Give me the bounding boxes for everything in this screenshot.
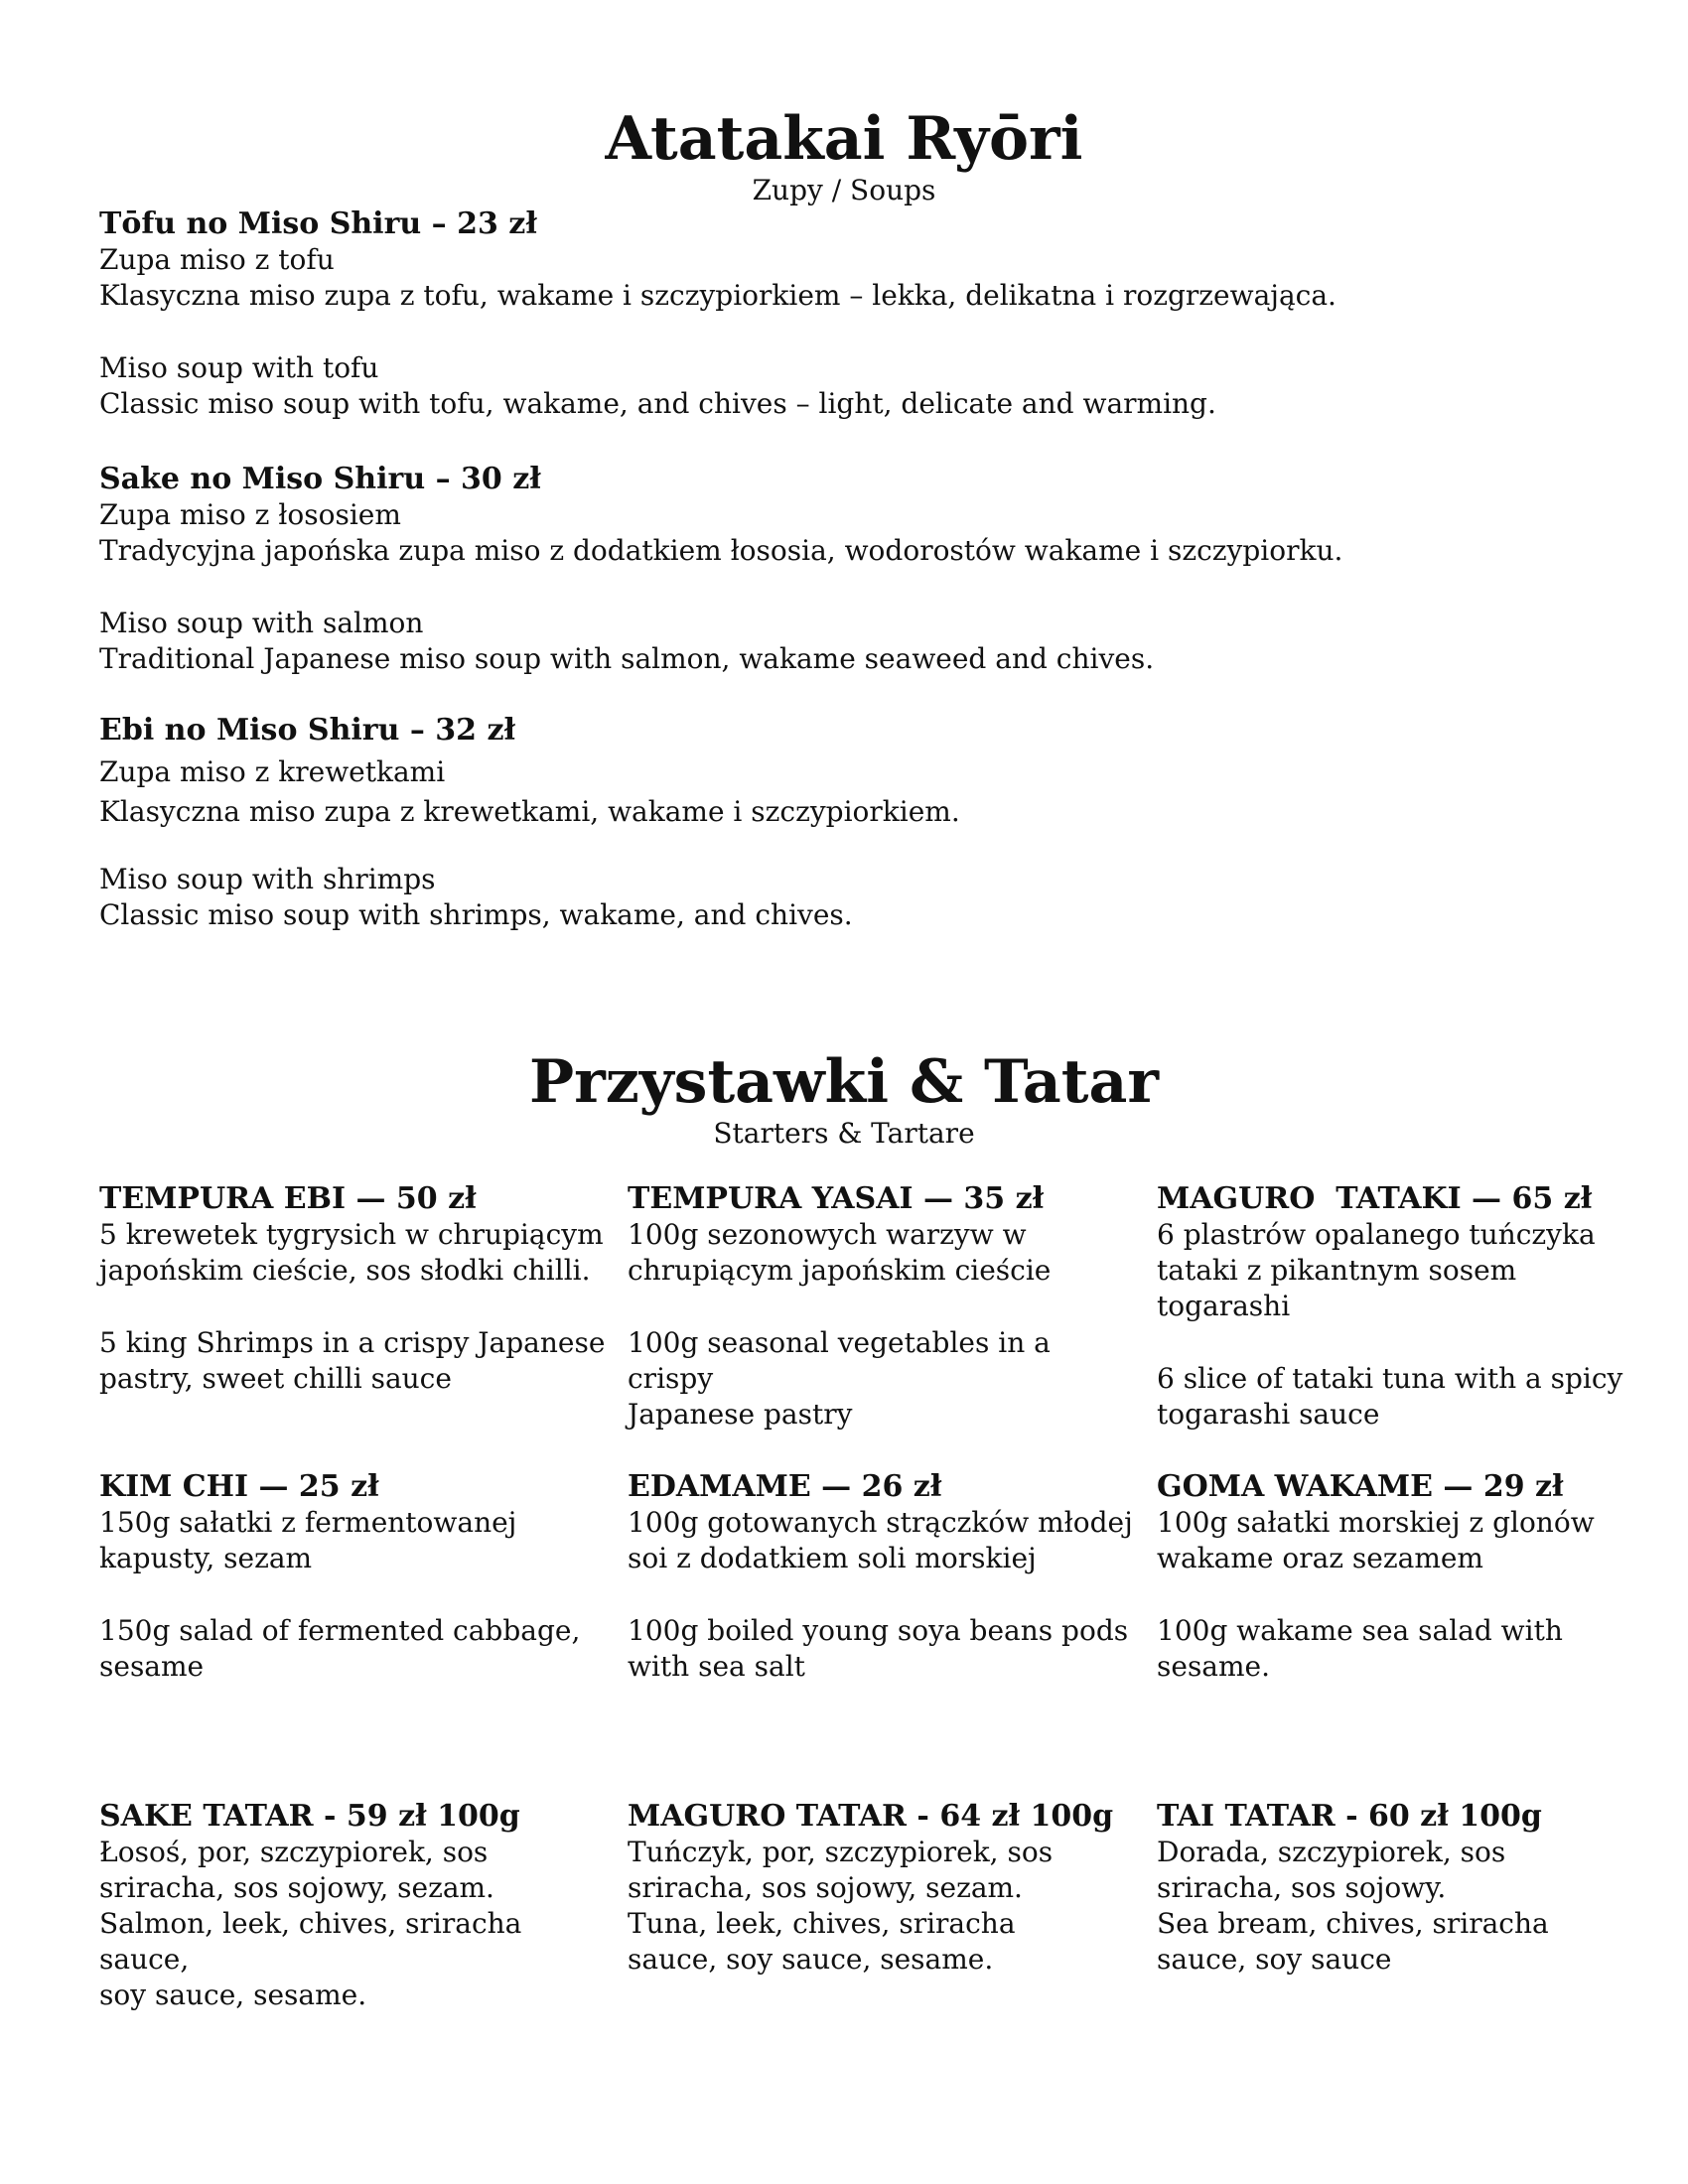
- starter-name: SAKE TATAR - 59 zł 100g: [99, 1799, 520, 1834]
- starter-en-line: pastry, sweet chilli sauce: [99, 1362, 452, 1395]
- soup-en-title: Miso soup with tofu: [99, 351, 379, 384]
- starter-en-line: 150g salad of fermented cabbage,: [99, 1614, 581, 1647]
- soup-item: [99, 462, 1589, 677]
- soup-item: [99, 713, 1589, 933]
- starter-pl-line: japońskim cieście, sos słodki chilli.: [99, 1254, 591, 1287]
- starter-pl-line: 5 krewetek tygrysich w chrupiącym: [99, 1218, 604, 1251]
- soup-pl-title: Zupa miso z tofu: [99, 243, 335, 276]
- starter-item-tempura-yasai: [628, 1181, 1134, 1433]
- soup-en-desc: Traditional Japanese miso soup with salmon, wakame seaweed and chives.: [99, 642, 1155, 675]
- soups-section-subtitle: Zupy / Soups: [752, 174, 936, 206]
- starter-line: Łosoś, por, szczypiorek, sos: [99, 1836, 489, 1868]
- starter-name: MAGURO TATAKI — 65 zł: [1157, 1181, 1593, 1216]
- soup-en-title: Miso soup with shrimps: [99, 863, 436, 895]
- soup-name: Sake no Miso Shiru – 30 zł: [99, 462, 541, 496]
- starter-pl-line: tataki z pikantnym sosem: [1157, 1254, 1517, 1287]
- soup-en-desc: Classic miso soup with tofu, wakame, and chives – light, delicate and warming.: [99, 387, 1216, 420]
- starter-en-line: 5 king Shrimps in a crispy Japanese: [99, 1326, 606, 1359]
- starter-pl-line: 100g sezonowych warzyw w: [628, 1218, 1027, 1251]
- starter-name: EDAMAME — 26 zł: [628, 1469, 942, 1504]
- soup-pl-desc: Tradycyjna japońska zupa miso z dodatkiem łososia, wodorostów wakame i szczypiorku.: [99, 534, 1343, 567]
- starter-item-maguro-tatar: [628, 1799, 1134, 1978]
- starter-line: soy sauce, sesame.: [99, 1979, 367, 2011]
- starter-pl-line: kapusty, sezam: [99, 1542, 313, 1574]
- starters-section-subtitle: Starters & Tartare: [713, 1117, 975, 1150]
- starter-en-line: 100g seasonal vegetables in a crispy: [628, 1326, 1051, 1395]
- starter-line: Tuńczyk, por, szczypiorek, sos: [628, 1836, 1054, 1868]
- soups-section-title: Atatakai Ryōri: [605, 104, 1083, 174]
- starter-pl-line: 100g gotowanych strączków młodej: [628, 1506, 1133, 1539]
- starter-line: sriracha, sos sojowy, sezam.: [628, 1871, 1023, 1904]
- starter-pl-line: wakame oraz sezamem: [1157, 1542, 1483, 1574]
- soup-en-title: Miso soup with salmon: [99, 607, 424, 639]
- starter-line: Sea bream, chives, sriracha: [1157, 1907, 1549, 1940]
- starter-item-goma-wakame: [1157, 1469, 1663, 1685]
- starter-line: Tuna, leek, chives, sriracha: [628, 1907, 1016, 1940]
- starter-name: TEMPURA YASAI — 35 zł: [628, 1181, 1045, 1216]
- soup-pl-desc: Klasyczna miso zupa z krewetkami, wakame i szczypiorkiem.: [99, 795, 960, 828]
- soup-name: Ebi no Miso Shiru – 32 zł: [99, 713, 516, 748]
- starter-line: Dorada, szczypiorek, sos: [1157, 1836, 1506, 1868]
- starter-line: sriracha, sos sojowy.: [1157, 1871, 1447, 1904]
- starter-item-tai-tatar: [1157, 1799, 1663, 1978]
- soup-pl-title: Zupa miso z krewetkami: [99, 755, 446, 788]
- starter-name: TEMPURA EBI — 50 zł: [99, 1181, 477, 1216]
- starter-pl-line: togarashi: [1157, 1290, 1291, 1322]
- starter-line: sauce, soy sauce, sesame.: [628, 1943, 994, 1976]
- soup-name: Tōfu no Miso Shiru – 23 zł: [99, 206, 537, 241]
- starter-pl-line: soi z dodatkiem soli morskiej: [628, 1542, 1037, 1574]
- starter-item-sake-tatar: [99, 1799, 606, 2013]
- starter-en-line: 100g boiled young soya beans pods: [628, 1614, 1129, 1647]
- starter-item-maguro-tataki: [1157, 1181, 1663, 1433]
- starter-en-line: 100g wakame sea salad with: [1157, 1614, 1563, 1647]
- starter-en-line: Japanese pastry: [628, 1398, 853, 1431]
- starter-en-line: togarashi sauce: [1157, 1398, 1380, 1431]
- starter-en-line: with sea salt: [628, 1650, 805, 1683]
- starter-line: sauce, soy sauce: [1157, 1943, 1392, 1976]
- starter-name: TAI TATAR - 60 zł 100g: [1157, 1799, 1542, 1834]
- starter-pl-line: 150g sałatki z fermentowanej: [99, 1506, 517, 1539]
- starter-line: Salmon, leek, chives, sriracha sauce,: [99, 1907, 522, 1976]
- soup-en-desc: Classic miso soup with shrimps, wakame, and chives.: [99, 898, 853, 931]
- soup-item: [99, 206, 1589, 422]
- starter-item-tempura-ebi: [99, 1181, 606, 1397]
- soup-pl-title: Zupa miso z łososiem: [99, 498, 401, 531]
- starters-section-title: Przystawki & Tatar: [529, 1047, 1159, 1117]
- starter-line: sriracha, sos sojowy, sezam.: [99, 1871, 494, 1904]
- starter-pl-line: 100g sałatki morskiej z glonów: [1157, 1506, 1595, 1539]
- starter-en-line: sesame: [99, 1650, 205, 1683]
- soup-pl-desc: Klasyczna miso zupa z tofu, wakame i szczypiorkiem – lekka, delikatna i rozgrzewająca.: [99, 279, 1336, 312]
- starter-en-line: 6 slice of tataki tuna with a spicy: [1157, 1362, 1623, 1395]
- starter-name: MAGURO TATAR - 64 zł 100g: [628, 1799, 1114, 1834]
- starter-en-line: sesame.: [1157, 1650, 1271, 1683]
- starter-item-edamame: [628, 1469, 1134, 1685]
- starter-item-kim-chi: [99, 1469, 606, 1685]
- starter-name: KIM CHI — 25 zł: [99, 1469, 379, 1504]
- starter-name: GOMA WAKAME — 29 zł: [1157, 1469, 1564, 1504]
- starter-pl-line: chrupiącym japońskim cieście: [628, 1254, 1052, 1287]
- starter-pl-line: 6 plastrów opalanego tuńczyka: [1157, 1218, 1596, 1251]
